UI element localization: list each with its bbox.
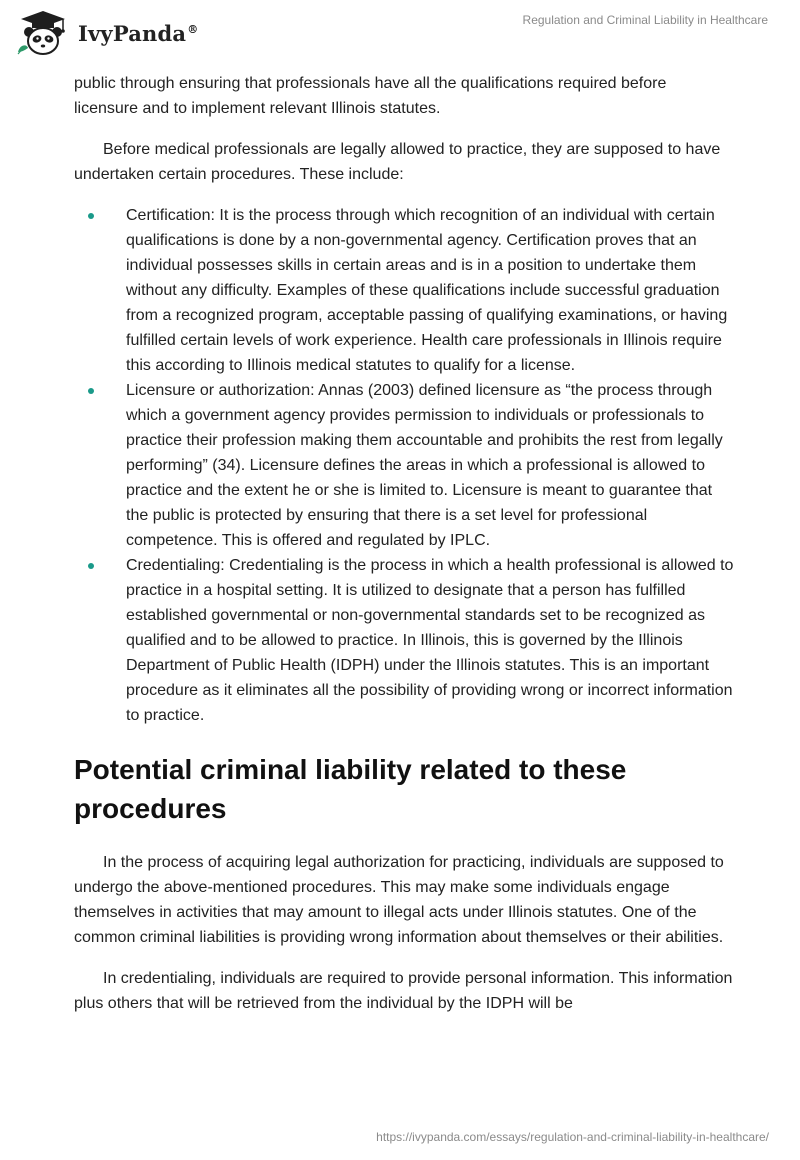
- panda-graduate-icon: [14, 8, 72, 58]
- list-item-text: Certification: It is the process through which recognition of an individual with certain qualifications is done by a non-governmental agency. Certification proves that an individual possesses skills in certain areas and is in a position to undertake them without any difficulty. Examples of these qualifications include successful graduation from a recognized program, acceptable passing of qualifying examinations, or having fulfilled certain levels of work experience. Health care professionals in Illinois require this according to Illinois medical statutes to qualify for a license.: [126, 207, 728, 374]
- list-item-text: Credentialing: Credentialing is the process in which a health professional is allowed to practice in a hospital setting. It is utilized to designate that a person has fulfilled established governmental or non-governmental standards set to be recognized as qualified and to be allowed to practice. In Illinois, this is governed by the Illinois Department of Public Health (IDPH) under the Illinois statutes. This is an important procedure as it eliminates all the possibility of providing wrong or incorrect information to practice.: [126, 557, 734, 724]
- registered-mark: ®: [187, 22, 199, 36]
- paragraph: In credentialing, individuals are required to provide personal information. This information plus others that will be retrieved from the individual by the IDPH will be: [74, 970, 733, 1012]
- procedures-list: [74, 203, 734, 728]
- list-item: [74, 553, 734, 728]
- bullet-icon: [88, 563, 94, 569]
- page-header: [0, 0, 800, 70]
- brand-name: IvyPanda®: [78, 20, 199, 46]
- document-title: Regulation and Criminal Liability in Healthcare: [522, 13, 768, 27]
- source-url[interactable]: https://ivypanda.com/essays/regulation-and-criminal-liability-in-healthcare/: [376, 1130, 769, 1144]
- bullet-icon: [88, 213, 94, 219]
- list-item: [74, 378, 734, 553]
- paragraph: In the process of acquiring legal authorization for practicing, individuals are supposed to undergo the above-mentioned procedures. This may make some individuals engage themselves in activities that may amount to illegal acts under Illinois statutes. One of the common criminal liabilities is providing wrong information about themselves or their abilities.: [74, 854, 724, 946]
- essay-body: [74, 70, 734, 1016]
- list-item-text: Licensure or authorization: Annas (2003) defined licensure as “the process through which a government agency provides permission to individuals or professionals to practice their profession making them accountable and prohibits the rest from legally performing” (34). Licensure defines the areas in which a professional is allowed to practice and the extent he or she is limited to. Licensure is meant to guarantee that the public is protected by ensuring that there is a set level for professional competence. This is offered and regulated by IPLC.: [126, 382, 723, 549]
- section-heading: Potential criminal liability related to these procedures: [74, 754, 627, 824]
- list-item: [74, 203, 734, 378]
- paragraph-intro: Before medical professionals are legally allowed to practice, they are supposed to have undertaken certain procedures. These include:: [74, 141, 721, 183]
- ivypanda-logo[interactable]: [14, 8, 198, 58]
- bullet-icon: [88, 388, 94, 394]
- paragraph-continued: public through ensuring that professionals have all the qualifications required before licensure and to implement relevant Illinois statutes.: [74, 75, 667, 117]
